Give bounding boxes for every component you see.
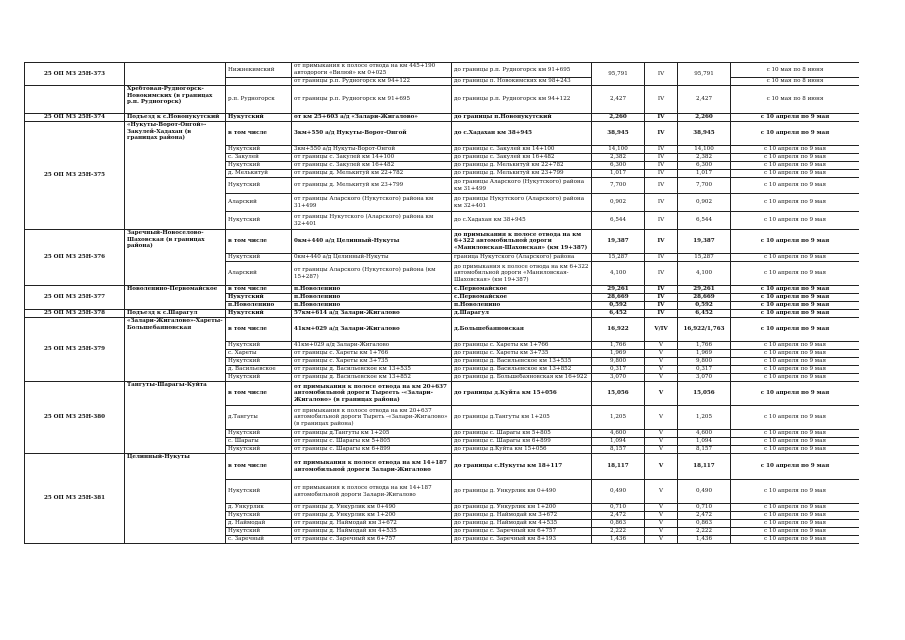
end-cell: до границы д. Большебаяновская км 16+922 <box>452 374 592 382</box>
start-cell: от границы р.п. Рудногорск км 94+122 <box>292 78 452 86</box>
length-cell: 6,544 <box>592 212 645 230</box>
end-cell: до границы р.п. Рудногорск км 91+695 <box>452 63 592 78</box>
start-cell: от границы д. Наймодай км 3+672 <box>292 520 452 528</box>
restriction-period-cell: с 10 апреля по 9 мая <box>731 262 860 286</box>
restriction-period-cell: с 10 апреля по 9 мая <box>731 294 860 302</box>
length-total-cell: 28,669 <box>678 294 731 302</box>
restriction-period-cell: с 10 апреля по 9 мая <box>731 302 860 310</box>
length-cell: 1,017 <box>592 170 645 178</box>
restriction-period-cell: с 10 апреля по 9 мая <box>731 438 860 446</box>
start-cell: от примыкания к полосе отвода на км 14+187 автомобильной дороги Залари-Жигалово <box>292 454 452 480</box>
start-cell: 41км+029 а/д Залари-Жигалово <box>292 318 452 342</box>
table-row <box>25 86 860 114</box>
end-cell: до границы д. Наймодай км 4+535 <box>452 520 592 528</box>
restriction-period-cell: с 10 мая по 8 июня <box>731 86 860 114</box>
length-cell: 0,317 <box>592 366 645 374</box>
length-cell: 0,592 <box>592 302 645 310</box>
start-cell: 41км+029 а/д Залари-Жигалово <box>292 342 452 350</box>
category-cell: IV <box>645 230 678 254</box>
table-row <box>25 286 860 294</box>
district-cell: Нукутский <box>226 480 292 504</box>
end-cell: с.Первомайское <box>452 286 592 294</box>
length-cell: 0,863 <box>592 520 645 528</box>
length-cell: 38,945 <box>592 122 645 146</box>
district-cell: д. Ункурлик <box>226 504 292 512</box>
end-cell: до границы п. Новокимских км 98+243 <box>452 78 592 86</box>
table-row <box>25 230 860 254</box>
restriction-period-cell: с 10 апреля по 9 мая <box>731 154 860 162</box>
start-cell: от границы д. Наймодай км 4+535 <box>292 528 452 536</box>
start-cell: 0км+440 а/д Целинный-Нукуты <box>292 254 452 262</box>
category-cell: IV <box>645 294 678 302</box>
restriction-period-cell: с 10 мая по 8 июня <box>731 78 860 86</box>
district-cell: с. Хареты <box>226 350 292 358</box>
start-cell: от границы д. Васильевское км 13+852 <box>292 374 452 382</box>
district-cell: в том числе <box>226 122 292 146</box>
length-cell: 6,300 <box>592 162 645 170</box>
start-cell: от границы д. Ункурлик км 0+490 <box>292 504 452 512</box>
end-cell: до границы д.Тангуты км 1+205 <box>452 406 592 430</box>
category-cell: V <box>645 480 678 504</box>
restriction-period-cell: с 10 апреля по 9 мая <box>731 254 860 262</box>
category-cell: V <box>645 406 678 430</box>
road-name-cell: Тангуты-Шарагы-Куйта <box>125 382 226 454</box>
end-cell: до границы д. Мелькитуй км 23+799 <box>452 170 592 178</box>
end-cell: до границы д.Куйта км 15+056 <box>452 446 592 454</box>
length-total-cell: 0,490 <box>678 480 731 504</box>
end-cell: до с.Хадахан км 38+945 <box>452 212 592 230</box>
restriction-period-cell: с 10 апреля по 9 мая <box>731 374 860 382</box>
category-cell: IV <box>645 154 678 162</box>
district-cell: Нукутский <box>226 254 292 262</box>
restriction-period-cell: с 10 апреля по 9 мая <box>731 310 860 318</box>
district-cell: с. Шарагы <box>226 438 292 446</box>
category-cell: IV <box>645 286 678 294</box>
start-cell: от границы Аларского (Нукутского) района км 31+499 <box>292 194 452 212</box>
category-cell: IV <box>645 146 678 154</box>
road-name-cell: «Залари-Жигалово»-Хареты-Большебаяновская <box>125 318 226 382</box>
category-cell: IV <box>645 310 678 318</box>
end-cell: до границы д. Васильевское км 13+535 <box>452 358 592 366</box>
road-name-cell: Подъезд к с.Новонукутский <box>125 114 226 122</box>
start-cell: от границы с. Шарагы км 6+899 <box>292 446 452 454</box>
end-cell: до границы с. Закулей км 14+100 <box>452 146 592 154</box>
start-cell: от границы д. Ункурлик км 1+200 <box>292 512 452 520</box>
length-total-cell: 1,094 <box>678 438 731 446</box>
district-cell: д. Васильевское <box>226 366 292 374</box>
length-total-cell: 2,472 <box>678 512 731 520</box>
table-row <box>25 310 860 318</box>
length-total-cell: 2,222 <box>678 528 731 536</box>
restriction-period-cell: с 10 апреля по 9 мая <box>731 286 860 294</box>
length-total-cell: 0,317 <box>678 366 731 374</box>
district-cell: Нукутский <box>226 342 292 350</box>
length-total-cell: 4,100 <box>678 262 731 286</box>
district-cell: Нукутский <box>226 446 292 454</box>
category-cell: V/IV <box>645 318 678 342</box>
length-total-cell: 1,766 <box>678 342 731 350</box>
restriction-period-cell: с 10 апреля по 9 мая <box>731 454 860 480</box>
table-row <box>25 63 860 78</box>
end-cell: до границы с.Нукуты км 18+117 <box>452 454 592 480</box>
category-cell: V <box>645 512 678 520</box>
length-cell: 0,710 <box>592 504 645 512</box>
district-cell: Нукутский <box>226 146 292 154</box>
length-total-cell: 19,387 <box>678 230 731 254</box>
length-cell: 0,490 <box>592 480 645 504</box>
end-cell: до границы д. Мелькитуй км 22+782 <box>452 162 592 170</box>
category-cell: IV <box>645 212 678 230</box>
length-total-cell: 8,157 <box>678 446 731 454</box>
length-cell: 28,669 <box>592 294 645 302</box>
restriction-period-cell: с 10 апреля по 9 мая <box>731 162 860 170</box>
length-total-cell: 6,300 <box>678 162 731 170</box>
start-cell: 3км+550 а/д Нукуты-Ворот-Онгой <box>292 122 452 146</box>
start-cell: от границы с. Закулей км 16+482 <box>292 162 452 170</box>
category-cell: IV <box>645 122 678 146</box>
length-cell: 1,094 <box>592 438 645 446</box>
restriction-period-cell: с 10 апреля по 9 мая <box>731 178 860 194</box>
length-total-cell: 4,600 <box>678 430 731 438</box>
road-name-cell: Целинный-Нукуты <box>125 454 226 544</box>
category-cell: IV <box>645 114 678 122</box>
restriction-period-cell: с 10 апреля по 9 мая <box>731 512 860 520</box>
restriction-period-cell: с 10 апреля по 9 мая <box>731 212 860 230</box>
end-cell: до границы Нукутского (Аларского) района км 32+401 <box>452 194 592 212</box>
district-cell: Нукутский <box>226 358 292 366</box>
length-total-cell: 2,427 <box>678 86 731 114</box>
start-cell: от границы с. Заречный км 6+757 <box>292 536 452 544</box>
length-cell: 1,205 <box>592 406 645 430</box>
length-cell: 2,382 <box>592 154 645 162</box>
road-name-cell: Хребтовая-Рудногорск-Новокимских (в границах р.п. Рудногорск) <box>125 86 226 114</box>
road-code-cell: 25 ОП МЗ 25Н-381 <box>25 454 125 544</box>
end-cell: д.Шарагул <box>452 310 592 318</box>
district-cell: Нукутский <box>226 212 292 230</box>
end-cell: до границы п.Новонукутский <box>452 114 592 122</box>
road-name-cell: Заречный-Новоселово-Шаховская (в границах района) <box>125 230 226 286</box>
length-cell: 1,436 <box>592 536 645 544</box>
district-cell: Нукутский <box>226 430 292 438</box>
district-cell: Нукутский <box>226 310 292 318</box>
length-total-cell: 9,800 <box>678 358 731 366</box>
end-cell: до с.Хадахан км 38+945 <box>452 122 592 146</box>
restriction-period-cell: с 10 апреля по 9 мая <box>731 342 860 350</box>
category-cell: V <box>645 374 678 382</box>
length-total-cell: 7,700 <box>678 178 731 194</box>
category-cell: IV <box>645 178 678 194</box>
restriction-period-cell: с 10 апреля по 9 мая <box>731 350 860 358</box>
road-name-cell <box>125 63 226 86</box>
table-row <box>25 318 860 342</box>
length-cell: 2,260 <box>592 114 645 122</box>
end-cell: д.Большебаяновская <box>452 318 592 342</box>
restriction-period-cell: с 10 апреля по 9 мая <box>731 366 860 374</box>
start-cell: от границы р.п. Рудногорск км 91+695 <box>292 86 452 114</box>
road-name-cell: Подъезд к с.Шарагул <box>125 310 226 318</box>
end-cell: до границы с. Шарагы км 5+805 <box>452 430 592 438</box>
district-cell: Нукутский <box>226 114 292 122</box>
district-cell: Нукутский <box>226 162 292 170</box>
road-code-cell: 25 ОП МЗ 25Н-377 <box>25 286 125 310</box>
restriction-period-cell: с 10 апреля по 9 мая <box>731 406 860 430</box>
road-table-sheet <box>24 62 859 582</box>
start-cell: от границы Нукутского (Аларского) района км 32+401 <box>292 212 452 230</box>
restriction-period-cell: с 10 апреля по 9 мая <box>731 146 860 154</box>
category-cell: IV <box>645 262 678 286</box>
district-cell: в том числе <box>226 318 292 342</box>
length-cell: 16,922 <box>592 318 645 342</box>
length-total-cell: 0,863 <box>678 520 731 528</box>
category-cell: V <box>645 454 678 480</box>
length-cell: 15,056 <box>592 382 645 406</box>
road-code-cell <box>25 86 125 114</box>
end-cell: до границы с. Закулей км 16+482 <box>452 154 592 162</box>
category-cell: IV <box>645 63 678 86</box>
district-cell <box>226 78 292 86</box>
end-cell: до границы с. Заречный км 8+193 <box>452 536 592 544</box>
length-cell: 4,600 <box>592 430 645 438</box>
restriction-period-cell: с 10 апреля по 9 мая <box>731 446 860 454</box>
category-cell: V <box>645 350 678 358</box>
category-cell: V <box>645 536 678 544</box>
length-total-cell: 0,902 <box>678 194 731 212</box>
road-code-cell: 25 ОП МЗ 25Н-374 <box>25 114 125 122</box>
district-cell: Нукутский <box>226 528 292 536</box>
restriction-period-cell: с 10 апреля по 9 мая <box>731 170 860 178</box>
road-code-cell: 25 ОП МЗ 25Н-376 <box>25 230 125 286</box>
category-cell: IV <box>645 254 678 262</box>
restriction-period-cell: с 10 апреля по 9 мая <box>731 230 860 254</box>
restriction-period-cell: с 10 апреля по 9 мая <box>731 318 860 342</box>
length-total-cell: 1,205 <box>678 406 731 430</box>
district-cell: в том числе <box>226 454 292 480</box>
length-total-cell: 0,592 <box>678 302 731 310</box>
restriction-period-cell: с 10 апреля по 9 мая <box>731 358 860 366</box>
end-cell: до границы д. Васильевское км 13+852 <box>452 366 592 374</box>
length-total-cell: 2,260 <box>678 114 731 122</box>
length-total-cell: 1,017 <box>678 170 731 178</box>
restriction-period-cell: с 10 апреля по 9 мая <box>731 536 860 544</box>
length-total-cell: 15,056 <box>678 382 731 406</box>
end-cell: до границы Аларского (Нукутского) района км 31+499 <box>452 178 592 194</box>
length-total-cell: 6,452 <box>678 310 731 318</box>
category-cell: V <box>645 438 678 446</box>
end-cell: до границы с. Хареты км 3+735 <box>452 350 592 358</box>
end-cell: до границы с. Хареты км 1+766 <box>452 342 592 350</box>
end-cell: до границы д.Куйта км 15+056 <box>452 382 592 406</box>
table-row <box>25 382 860 406</box>
length-cell: 2,222 <box>592 528 645 536</box>
start-cell: п.Новоленино <box>292 294 452 302</box>
restriction-period-cell: с 10 апреля по 9 мая <box>731 122 860 146</box>
end-cell: до границы д. Наймодай км 3+672 <box>452 512 592 520</box>
start-cell: от границы с. Закулей км 14+100 <box>292 154 452 162</box>
district-cell: д. Наймодай <box>226 520 292 528</box>
district-cell: Нукутский <box>226 294 292 302</box>
end-cell: п.Новоленино <box>452 302 592 310</box>
category-cell: V <box>645 446 678 454</box>
start-cell: п.Новоленино <box>292 286 452 294</box>
district-cell: Нижнекимский <box>226 63 292 78</box>
start-cell: от границы с. Шарагы км 5+805 <box>292 438 452 446</box>
district-cell: д.Тангуты <box>226 406 292 430</box>
start-cell: 57км+614 а/д Залари-Жигалово <box>292 310 452 318</box>
length-cell: 7,700 <box>592 178 645 194</box>
length-total-cell: 29,261 <box>678 286 731 294</box>
length-cell: 2,427 <box>592 86 645 114</box>
category-cell: IV <box>645 162 678 170</box>
restriction-period-cell: с 10 мая по 8 июня <box>731 63 860 78</box>
category-cell: V <box>645 528 678 536</box>
district-cell: Аларский <box>226 194 292 212</box>
length-cell: 1,969 <box>592 350 645 358</box>
length-total-cell: 3,070 <box>678 374 731 382</box>
length-total-cell: 38,945 <box>678 122 731 146</box>
start-cell: от границы д. Васильевское км 13+535 <box>292 366 452 374</box>
length-cell: 15,287 <box>592 254 645 262</box>
length-total-cell: 16,922/1,763 <box>678 318 731 342</box>
start-cell: от границы д.Тангуты км 1+205 <box>292 430 452 438</box>
start-cell: п.Новоленино <box>292 302 452 310</box>
district-cell: Нукутский <box>226 374 292 382</box>
table-row <box>25 122 860 146</box>
end-cell: до границы д. Ункурлик км 1+200 <box>452 504 592 512</box>
category-cell: IV <box>645 170 678 178</box>
road-code-cell: 25 ОП МЗ 25Н-380 <box>25 382 125 454</box>
length-total-cell: 95,791 <box>678 63 731 86</box>
length-cell: 0,902 <box>592 194 645 212</box>
start-cell: от примыкания к полосе отвода на км 14+187 автомобильной дороги Залари-Жигалово <box>292 480 452 504</box>
length-cell: 3,070 <box>592 374 645 382</box>
road-code-cell: 25 ОП МЗ 25Н-378 <box>25 310 125 318</box>
district-cell: п.Новоленино <box>226 302 292 310</box>
restriction-period-cell: с 10 апреля по 9 мая <box>731 382 860 406</box>
start-cell: от границы Аларского (Нукутского) района (км 15+287) <box>292 262 452 286</box>
length-cell: 4,100 <box>592 262 645 286</box>
district-cell: в том числе <box>226 286 292 294</box>
length-cell: 6,452 <box>592 310 645 318</box>
restriction-period-cell: с 10 апреля по 9 мая <box>731 194 860 212</box>
end-cell: граница Нукутского (Аларского) района <box>452 254 592 262</box>
district-cell: с. Заречный <box>226 536 292 544</box>
start-cell: от примыкания к полосе отвода на км 445+190 автодороги «Вилюй» км 0+025 <box>292 63 452 78</box>
district-cell: с. Закулей <box>226 154 292 162</box>
road-code-cell: 25 ОП МЗ 25Н-379 <box>25 318 125 382</box>
end-cell: до границы с. Заречный км 6+757 <box>452 528 592 536</box>
end-cell: до границы д. Ункурлик км 0+490 <box>452 480 592 504</box>
restriction-period-cell: с 10 апреля по 9 мая <box>731 504 860 512</box>
category-cell: V <box>645 366 678 374</box>
end-cell: с.Первомайское <box>452 294 592 302</box>
road-name-cell: Новоленино-Первомайское <box>125 286 226 310</box>
length-cell: 14,100 <box>592 146 645 154</box>
length-total-cell: 1,436 <box>678 536 731 544</box>
category-cell: IV <box>645 302 678 310</box>
category-cell: V <box>645 520 678 528</box>
category-cell: V <box>645 358 678 366</box>
start-cell: от примыкания к полосе отвода на км 20+637 автомобильной дороги Тырееть -«Залари-Жигалово» (в границах района) <box>292 382 452 406</box>
district-cell: д. Мелькитуй <box>226 170 292 178</box>
road-table <box>24 62 859 544</box>
length-total-cell: 0,710 <box>678 504 731 512</box>
start-cell: 3км+550 а/д Нукуты-Ворот-Онгой <box>292 146 452 154</box>
length-total-cell: 2,382 <box>678 154 731 162</box>
start-cell: от границы д. Мелькитуй км 23+799 <box>292 178 452 194</box>
district-cell: Аларский <box>226 262 292 286</box>
restriction-period-cell: с 10 апреля по 9 мая <box>731 520 860 528</box>
category-cell: IV <box>645 194 678 212</box>
road-code-cell: 25 ОП МЗ 25Н-373 <box>25 63 125 86</box>
end-cell: до примыкания к полосе отвода на км 6+322 автомобильной дороги «Маниловская-Шаховская» (км 19+387) <box>452 230 592 254</box>
length-cell: 9,800 <box>592 358 645 366</box>
start-cell: от границы с. Хареты км 3+735 <box>292 358 452 366</box>
end-cell: до границы р.п. Рудногорск км 94+122 <box>452 86 592 114</box>
district-cell: в том числе <box>226 382 292 406</box>
start-cell: от границы с. Хареты км 1+766 <box>292 350 452 358</box>
length-total-cell: 1,969 <box>678 350 731 358</box>
length-cell: 8,157 <box>592 446 645 454</box>
start-cell: от примыкания к полосе отвода на км 20+637 автомобильной дороги Тыреть -«Залари-Жигалово» (в границах района) <box>292 406 452 430</box>
length-cell: 1,766 <box>592 342 645 350</box>
table-row <box>25 114 860 122</box>
restriction-period-cell: с 10 апреля по 9 мая <box>731 480 860 504</box>
length-cell: 2,472 <box>592 512 645 520</box>
category-cell: V <box>645 382 678 406</box>
start-cell: 0км+440 а/д Целинный-Нукуты <box>292 230 452 254</box>
road-name-cell: «Нукуты-Ворот-Онгой»-Закулей-Хадахан (в границах района) <box>125 122 226 230</box>
length-cell: 18,117 <box>592 454 645 480</box>
restriction-period-cell: с 10 апреля по 9 мая <box>731 114 860 122</box>
category-cell: V <box>645 504 678 512</box>
district-cell: Нукутский <box>226 512 292 520</box>
length-total-cell: 14,100 <box>678 146 731 154</box>
end-cell: до границы с. Шарагы км 6+899 <box>452 438 592 446</box>
length-cell: 95,791 <box>592 63 645 86</box>
category-cell: V <box>645 342 678 350</box>
category-cell: IV <box>645 86 678 114</box>
length-total-cell: 18,117 <box>678 454 731 480</box>
end-cell: до примыкания к полосе отвода на км 6+322 автомобильной дороги «Маниловская-Шаховская» (км 19+387) <box>452 262 592 286</box>
length-cell: 29,261 <box>592 286 645 294</box>
start-cell: от км 25+603 а/д «Залари-Жигалово» <box>292 114 452 122</box>
category-cell: V <box>645 430 678 438</box>
restriction-period-cell: с 10 апреля по 9 мая <box>731 528 860 536</box>
district-cell: в том числе <box>226 230 292 254</box>
district-cell: р.п. Рудногорск <box>226 86 292 114</box>
table-row <box>25 454 860 480</box>
length-total-cell: 6,544 <box>678 212 731 230</box>
length-cell: 19,387 <box>592 230 645 254</box>
restriction-period-cell: с 10 апреля по 9 мая <box>731 430 860 438</box>
length-total-cell: 15,287 <box>678 254 731 262</box>
district-cell: Нукутский <box>226 178 292 194</box>
road-code-cell: 25 ОП МЗ 25Н-375 <box>25 122 125 230</box>
start-cell: от границы д. Мелькитуй км 22+782 <box>292 170 452 178</box>
